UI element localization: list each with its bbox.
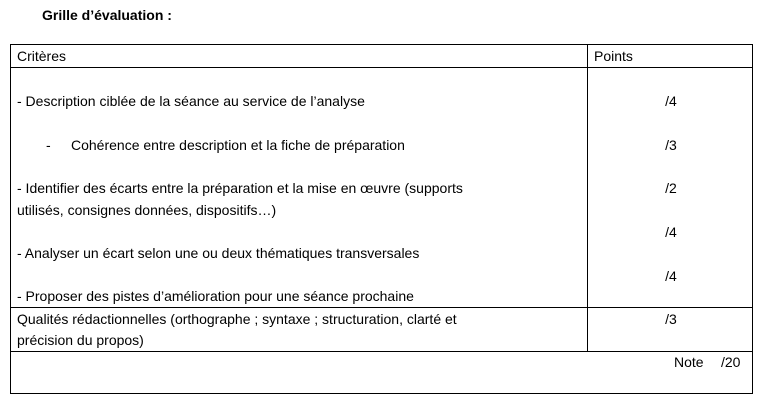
criterion-pistes: - Proposer des pistes d’amélioration pour une séance prochaine bbox=[17, 288, 414, 304]
header-criteria: Critères bbox=[17, 48, 67, 64]
points-description: /4 bbox=[665, 93, 677, 109]
column-divider bbox=[587, 45, 588, 351]
points-coherence: /3 bbox=[665, 137, 677, 153]
criterion-analyse: - Analyser un écart selon une ou deux thématiques transversales bbox=[17, 245, 420, 261]
points-pistes: /4 bbox=[665, 268, 677, 284]
points-qualites: /3 bbox=[665, 311, 677, 327]
criterion-description: - Description ciblée de la séance au service de l’analyse bbox=[17, 93, 365, 109]
total-value: /20 bbox=[721, 354, 741, 370]
criterion-qualites-line2: précision du propos) bbox=[17, 332, 144, 348]
points-ecarts: /2 bbox=[665, 180, 677, 196]
criterion-qualites-line1: Qualités rédactionnelles (orthographe ; syntaxe ; structuration, clarté et bbox=[17, 311, 457, 327]
criterion-ecarts-line2: utilisés, consignes données, dispositifs…) bbox=[17, 202, 277, 218]
total-row-divider bbox=[11, 351, 752, 352]
evaluation-grid-table bbox=[10, 44, 753, 394]
header-points: Points bbox=[594, 48, 633, 64]
criterion-coherence: Cohérence entre description et la fiche de préparation bbox=[71, 137, 405, 153]
total-label: Note bbox=[674, 354, 704, 370]
points-analyse: /4 bbox=[665, 224, 677, 240]
criterion-ecarts-line1: - Identifier des écarts entre la préparation et la mise en œuvre (supports bbox=[17, 180, 463, 196]
quality-row-divider bbox=[11, 307, 752, 308]
criterion-coherence-dash: - bbox=[46, 137, 51, 153]
page-title: Grille d’évaluation : bbox=[42, 7, 172, 23]
header-divider bbox=[11, 67, 752, 68]
